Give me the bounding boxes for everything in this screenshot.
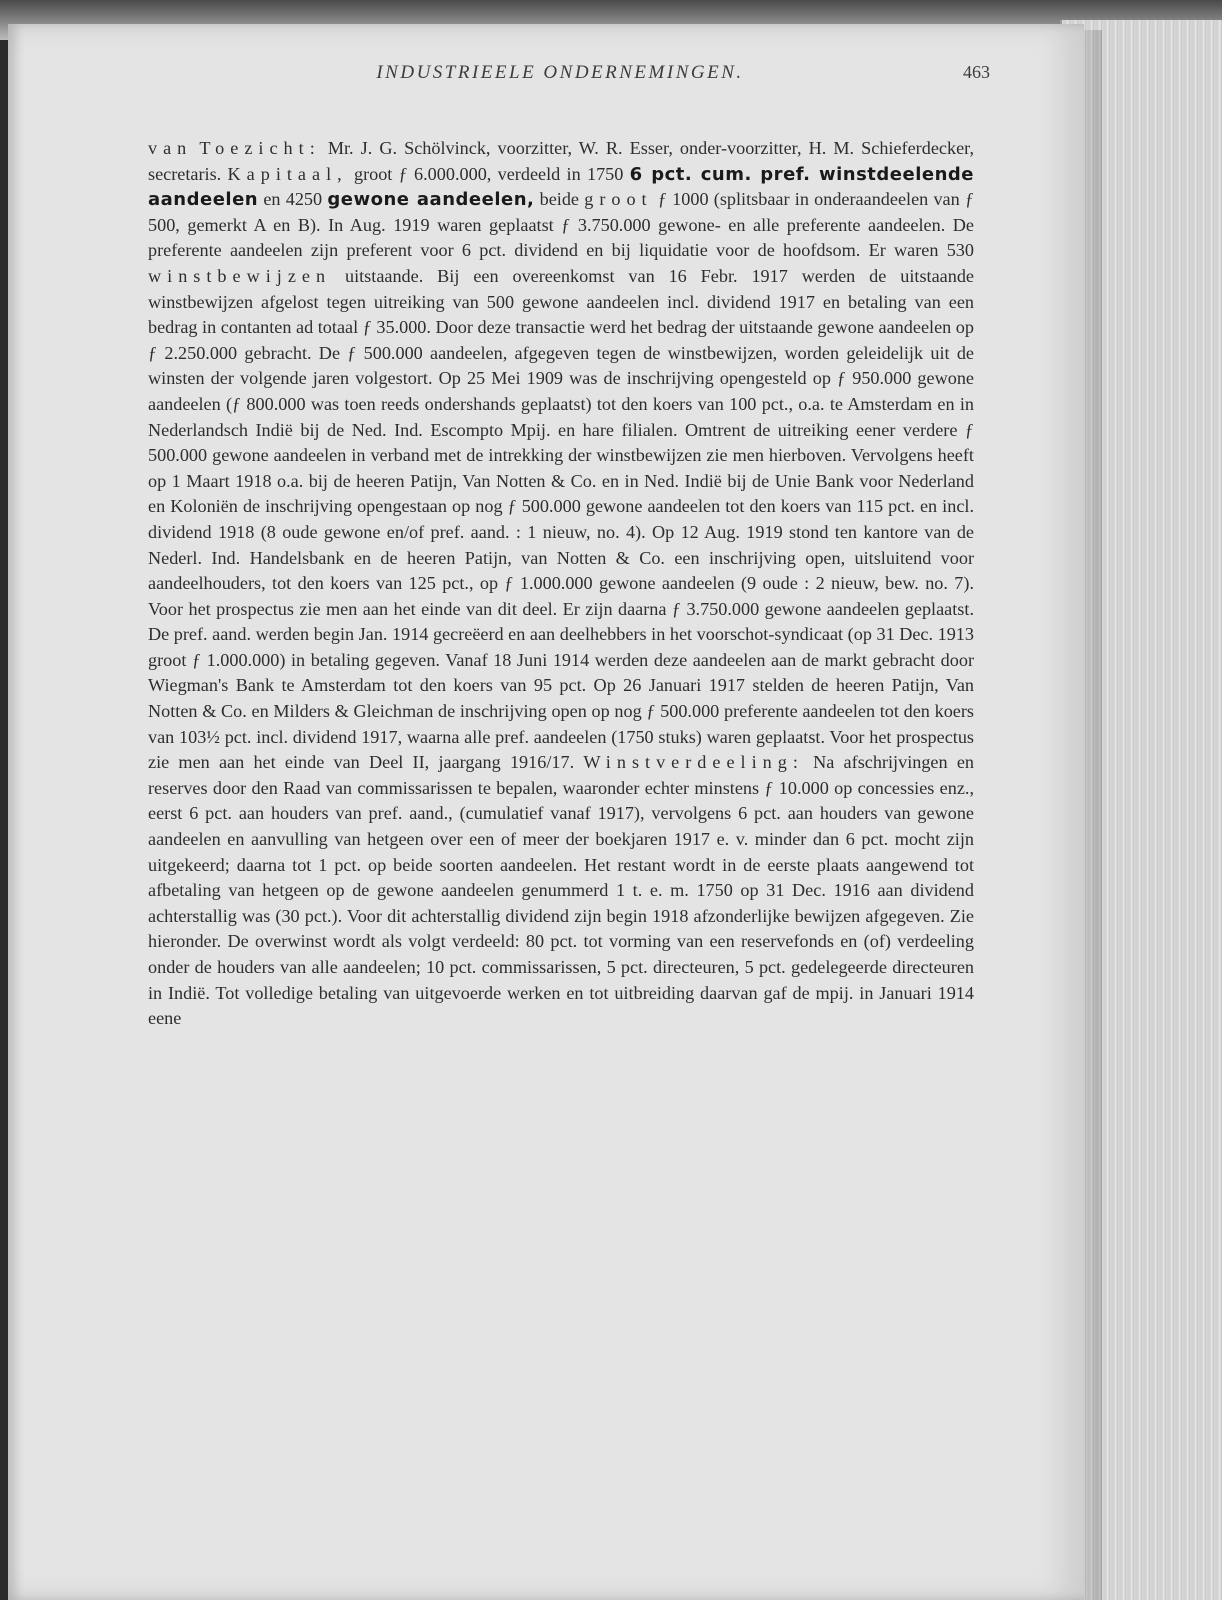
running-header <box>140 62 990 92</box>
page-number: 463 <box>963 62 990 82</box>
text-run: beide <box>539 189 579 210</box>
text-run: Na afschrijvingen en reserves door den Raad van commissarissen te bepalen, waaronder echter minstens ƒ 10.000 op concessies enz., eerst 6 pct. aan houders van pref. aand., (cumulatief vanaf 1917), vervolgens 6 pct. aan houders van gewone aandeelen en aanvulling van hetgeen over een of meer der boekjaren 1917 e. v. minder dan 6 pct. mocht zijn uitgekeerd; daarna tot 1 pct. op beide soorten aandeelen. Het restant wordt in de eerste plaats aangewend tot afbetaling van hetgeen op de gewone aandeelen genummerd 1 t. e. m. 1750 op 31 Dec. 1916 aan dividend achterstallig was (30 pct.). Voor dit achterstallig dividend zijn begin 1918 afzonderlijke bewijzen afgegeven. Zie hieronder. De overwinst wordt als volgt verdeeld: 80 pct. tot vorming van een reservefonds en (of) verdeeling onder de houders van alle aandeelen; 10 pct. commissarissen, 5 pct. directeuren, 5 pct. gedelegeerde directeuren in Indië. Tot volledige betaling van uitgevoerde werken en tot uitbreiding daarvan gaf de mpij. in Januari 1914 eene <box>148 752 974 1029</box>
spaced-word-winstbewijzen: winstbewijzen <box>148 265 332 286</box>
spaced-word: groot <box>584 189 653 210</box>
text-run: en 4250 <box>263 189 323 210</box>
spaced-word: van <box>148 138 193 158</box>
text-run: groot ƒ 6.000.000, verdeeld in 1750 <box>353 163 624 184</box>
text-run: uitstaande. Bij een overeenkomst van 16 Febr. 1917 werden de uitstaande winstbewijzen afgelost tegen uitreiking van 500 gewone aandeelen incl. dividend 1917 en betaling van een bedrag in contanten ad totaal ƒ 35.000. Door deze transactie werd het bedrag der uitstaande gewone aandeelen op ƒ 2.250.000 gebracht. De ƒ 500.000 aandeelen, afgegeven tegen de winstbewijzen, worden geleidelijk uit de winsten der volgende jaren volgestort. Op 25 Mei 1909 was de inschrijving opengesteld op ƒ 950.000 gewone aandeelen (ƒ 800.000 was toen reeds ondershands geplaatst) tot den koers van 100 pct., o.a. te Amsterdam en in Nederlandsch Indië bij de Ned. Ind. Escompto Mpij. en hare filialen. Omtrent de uitreiking eener verdere ƒ 500.000 gewone aandeelen in verband met de intrekking der winstbewijzen zie men hierboven. Vervolgens heeft op 1 Maart 1918 o.a. bij de heeren Patijn, Van Notten & Co. en in Ned. Indië bij de Unie Bank voor Nederland en Koloniën de inschrijving opengestaan op nog ƒ 500.000 gewone aandeelen tot den koers van 115 pct. en incl. dividend 1918 (8 oude gewone en/of pref. aand. : 1 nieuw, no. 4). Op 12 Aug. 1919 stond ten kantore van de Nederl. Ind. Handelsbank en de heeren Patijn, van Notten & Co. een inschrijving open, uitsluitend voor aandeelhouders, tot den koers van 125 pct., op ƒ 1.000.000 gewone aandeelen (9 oude : 2 nieuw, bew. no. 7). Voor het prospectus zie men aan het einde van dit deel. Er zijn daarna ƒ 3.750.000 gewone aandeelen geplaatst. De pref. aand. werden begin Jan. 1914 gecreëerd en aan deelhebbers in het voorschot-syndicaat (op 31 Dec. 1913 groot ƒ 1.000.000) in betaling gegeven. Vanaf 18 Juni 1914 werden deze aandeelen aan de markt gebracht door Wiegman's Bank te Amsterdam tot den koers van 95 pct. Op 26 Januari 1917 stelden de heeren Patijn, Van Notten & Co. en Milders & Gleichman de inschrijving open op nog ƒ 500.000 preferente aandeelen tot den koers van 103½ pct. incl. dividend 1917, waarna alle pref. aandeelen (1750 stuks) waren geplaatst. Voor het prospectus zie men aan het einde van Deel II, jaargang 1916/17. <box>148 265 974 773</box>
bold-term-pref-shares: 6 pct. cum. pref. winstdeelende aandeelen <box>148 163 974 211</box>
body-paragraph <box>148 136 974 1032</box>
running-title: INDUSTRIEELE ONDERNEMINGEN. <box>376 62 744 83</box>
section-label-winstverdeeling: Winstverdeeling: <box>583 752 804 773</box>
text-run: ƒ 1000 (splitsbaar in onderaandeelen van ƒ 500, gemerkt A en B). In Aug. 1919 waren geplaatst ƒ 3.750.000 gewone- en alle preferente aandeelen. De preferente aandeelen zijn preferent voor 6 pct. dividend en bij liquidatie voor de hoofdsom. Er waren 530 <box>148 189 975 261</box>
section-label-toezicht: Toezicht: <box>199 138 321 158</box>
bold-term-common-shares: gewone aandeelen, <box>327 189 535 211</box>
section-label-kapitaal: Kapitaal, <box>227 163 348 184</box>
text-run: Mr. J. G. Schölvinck, voorzitter, W. R. Esser, onder-voorzitter, H. M. Schieferdecker, secretaris. <box>148 138 975 184</box>
